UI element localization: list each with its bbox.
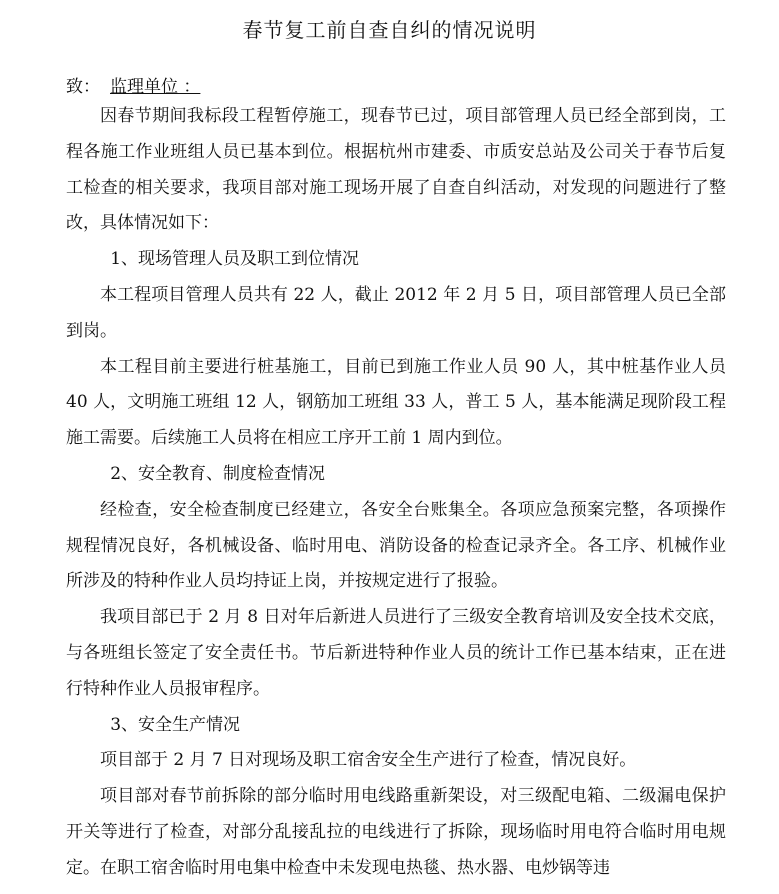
recipient-name: 监理单位 ： xyxy=(110,77,201,97)
paragraph-electrical: 项目部对春节前拆除的部分临时用电线路重新架设，对三级配电箱、二级漏电保护开关等进行了检查，对部分乱接乱拉的电线进行了拆除，现场临时用电符合临时用电规定。在职工宿舍临时用电集中检查中未发现电热毯、热水器、电炒锅等违 xyxy=(66,786,726,878)
to-label: 致： xyxy=(66,77,100,97)
section-heading-2: 2、安全教育、制度检查情况 xyxy=(110,463,326,484)
paragraph-workers: 本工程目前主要进行桩基施工，目前已到施工作业人员 90 人，其中桩基作业人员 40 人，文明施工班组 12 人，钢筋加工班组 33 人，普工 5 人，基本能满足现阶段工程施工需要。后续施工人员将在相应工序开工前 1 周内到位。 xyxy=(66,356,726,449)
document-title: 春节复工前自查自纠的情况说明 xyxy=(242,18,537,42)
section-heading-3: 3、安全生产情况 xyxy=(110,714,241,735)
paragraph-intro: 因春节期间我标段工程暂停施工，现春节已过，项目部管理人员已经全部到岗，工程各施工作业班组人员已基本到位。根据杭州市建委、市质安总站及公司关于春节后复工检查的相关要求，我项目部对施工现场开展了自查自纠活动，对发现的问题进行了整改，具体情况如下： xyxy=(66,106,726,234)
paragraph-safety-check: 项目部于 2 月 7 日对现场及职工宿舍安全生产进行了检查，情况良好。 xyxy=(100,750,637,771)
section-heading-1: 1、现场管理人员及职工到位情况 xyxy=(110,249,360,270)
paragraph-staff: 本工程项目管理人员共有 22 人，截止 2012 年 2 月 5 日，项目部管理人员已全部到岗。 xyxy=(66,284,726,341)
paragraph-inspection: 经检查，安全检查制度已经建立，各安全台账集全。各项应急预案完整，各项操作规程情况良好，各机械设备、临时用电、消防设备的检查记录齐全。各工序、机械作业所涉及的特种作业人员均持证上岗，并按规定进行了报验。 xyxy=(66,499,726,592)
paragraph-training: 我项目部已于 2 月 8 日对年后新进人员进行了三级安全教育培训及安全技术交底，与各班组长签定了安全责任书。节后新进特种作业人员的统计工作已基本结束，正在进行特种作业人员报审程序。 xyxy=(66,607,726,699)
document-body xyxy=(66,99,726,887)
recipient-line xyxy=(66,72,200,97)
